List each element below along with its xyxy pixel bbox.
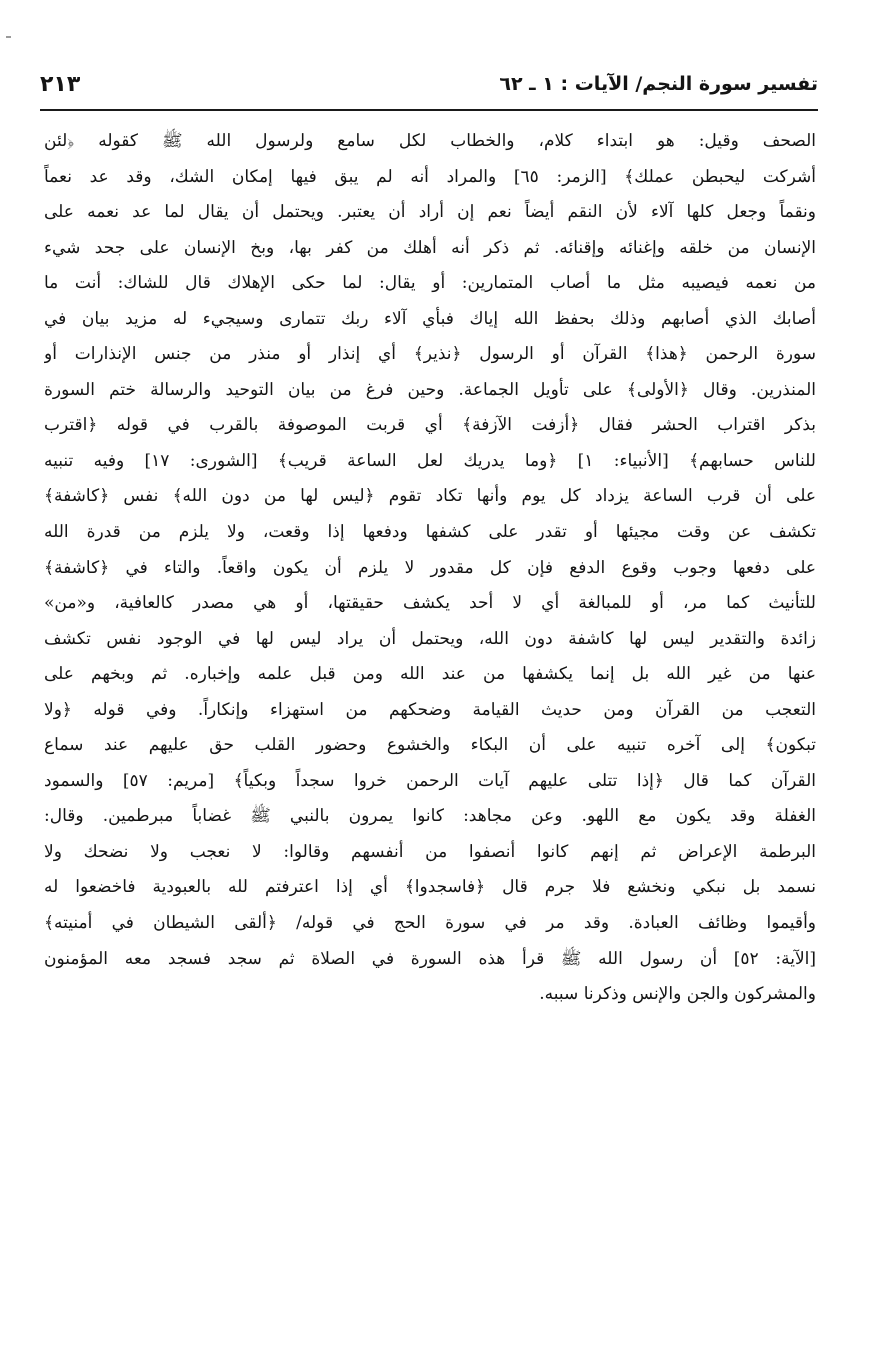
text-line: المنذرين. وقال ﴿الأولى﴾ على تأويل الجماعة. وحين فرغ من بيان التوحيد والرسالة ختم السورة: [44, 379, 816, 400]
text-line: الصحف وقيل: هو ابتداء كلام، والخطاب لكل سامع ولرسول الله ﷺ كقوله ﴿لئن: [44, 131, 816, 151]
text-line: على أن قرب الساعة يزداد كل يوم وأنها تكاد تقوم ﴿ليس لها من دون الله﴾ نفس ﴿كاشفة﴾: [44, 486, 816, 507]
text-line: أشركت ليحبطن عملك﴾ [الزمر: ٦٥] والمراد أنه لم يبق فيها إمكان الشك، وقد عد نعماً: [44, 166, 816, 187]
text-line: للتأنيث كما مر، أو للمبالغة أي لا أحد يكشف حقيقتها، أو هي مصدر كالعافية، و«من»: [44, 593, 816, 614]
text-line: للناس حسابهم﴾ [الأنبياء: ١] ﴿وما يدريك لعل الساعة قريب﴾ [الشورى: ١٧] وفيه تنبيه: [44, 450, 816, 471]
page-number: ٢١٣: [40, 71, 81, 97]
text-line: الغفلة وقد يكون مع اللهو. وعن مجاهد: كانوا يمرون بالنبي ﷺ غضاباً مبرطمين. وقال:: [44, 806, 816, 827]
header-rule: [40, 109, 818, 111]
text-line: والمشركون والجن والإنس وذكرنا سببه.: [539, 984, 816, 1005]
running-title: تفسير سورة النجم/ الآيات : ١ ـ ٦٢: [499, 73, 818, 95]
text-line: سورة الرحمن ﴿هذا﴾ القرآن أو الرسول ﴿نذير﴾ أي إنذار أو منذر من جنس الإنذارات أو: [44, 344, 816, 365]
text-line: القرآن كما قال ﴿إذا تتلى عليهم آيات الرحمن خروا سجداً وبكياً﴾ [مريم: ٥٧] والسمود: [44, 770, 816, 791]
page-header: [40, 62, 818, 106]
text-line: على دفعها وجوب وقوع الدفع فإن كل مقدور لا يلزم أن يكون واقعاً. والتاء في ﴿كاشفة﴾: [44, 557, 816, 578]
text-line: ونقماً وجعل كلها آلاء لأن النقم أيضاً نعم إن أراد أن يعتبر. ويحتمل أن يقال لما عد نعمه على: [44, 202, 816, 223]
text-line: [الآية: ٥٢] أن رسول الله ﷺ قرأ هذه السورة في الصلاة ثم سجد فسجد معه المؤمنون: [44, 948, 816, 969]
text-line: من نعمه فيصيبه مثل ما أصاب المتمارين: أو يقال: لما حكى الإهلاك قال للشاك: أنت ما: [44, 273, 816, 294]
text-line: التعجب من القرآن ومن حديث القيامة وضحكهم من استهزاء وإنكاراً. وفي قوله ﴿ولا: [44, 699, 816, 720]
text-line: تبكون﴾ إلى آخره تنبيه على أن البكاء والخشوع وحضور القلب حق عليهم عند سماع: [44, 735, 816, 756]
text-line: تكشف عن وقت مجيئها أو تقدر على كشفها ودفعها إذا وقعت، ولا يلزم من قدرة الله: [44, 522, 816, 543]
text-line: نسمد بل نبكي ونخشع فلا جرم قال ﴿فاسجدوا﴾ أي إذا اعترفتم لله بالعبودية فاخضعوا له: [44, 877, 816, 898]
body-text: [44, 124, 816, 1013]
text-line: زائدة والتقدير ليس لها كاشفة دون الله، ويحتمل أن يراد ليس لها في الوجود نفس تكشف: [44, 628, 816, 649]
text-line: وأقيموا وظائف العبادة. وقد مر في سورة الحج في قوله/ ﴿ألقى الشيطان في أمنيته﴾: [44, 913, 816, 934]
text-line: البرطمة الإعراض ثم إنهم كانوا أنصفوا من أنفسهم وقالوا: لا نعجب ولا نضحك ولا: [44, 841, 816, 862]
margin-mark: [6, 36, 11, 38]
text-line: عنها من غير الله بل إنما يكشفها من عند الله ومن قبل علمه وإخباره. ثم وبخهم على: [44, 664, 816, 685]
text-line: الإنسان من خلقه وإغنائه وإقنائه. ثم ذكر أنه أهلك من كفر بها، وبخ الإنسان على جحد شيء: [44, 237, 816, 258]
text-line: أصابك الذي أصابهم وذلك بحفظ الله إياك فبأي آلاء ربك تتمارى وسيجيء له مزيد بيان في: [44, 308, 816, 329]
text-line: بذكر اقتراب الحشر فقال ﴿أزفت الآزفة﴾ أي قربت الموصوفة بالقرب في قوله ﴿اقترب: [44, 415, 816, 436]
